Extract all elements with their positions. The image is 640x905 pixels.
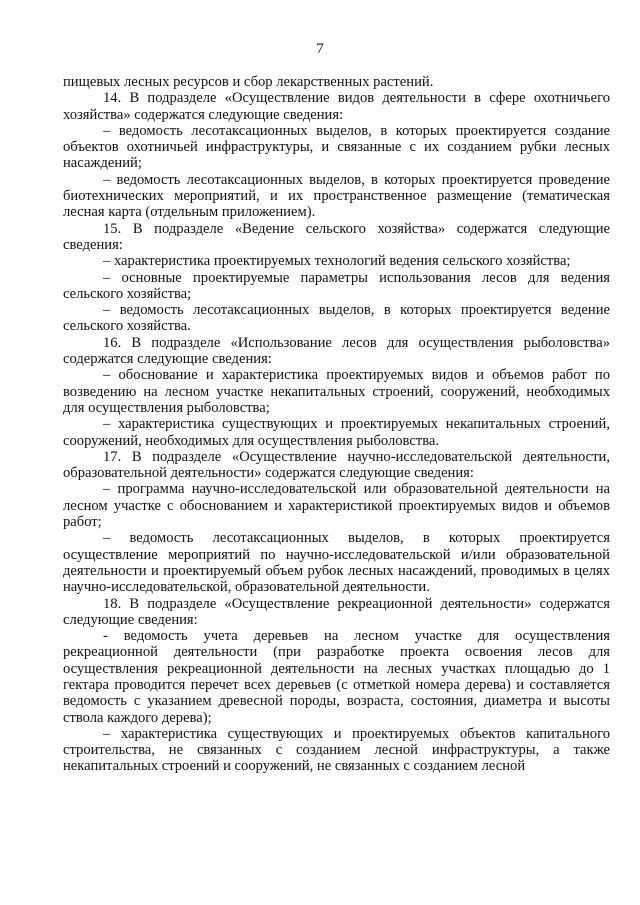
list-item: – характеристика проектируемых технологий ведения сельского хозяйства;	[103, 253, 571, 270]
document-body	[63, 74, 610, 775]
list-item: – ведомость лесотаксационных выделов, в которых проектируется осуществление мероприятий по научно-исследовательской и/или образовательной деятельности и проектируемый объем рубок лесных насаждений, проводимых в целях научно-исследовательской, образовательной деятельности.	[63, 530, 610, 596]
list-item: – обоснование и характеристика проектируемых видов и объемов работ по возведению на лесном участке некапитальных строений, сооружений, необходимых для осуществления рыболовства;	[63, 367, 610, 416]
section-heading-18: 18. В подразделе «Осуществление рекреационной деятельности» содержатся следующие сведения:	[63, 595, 610, 628]
list-item: – ведомость лесотаксационных выделов, в которых проектируется создание объектов охотничьей инфраструктуры, и связанные с их созданием рубки лесных насаждений;	[63, 122, 610, 172]
list-item: – характеристика существующих и проектируемых некапитальных строений, сооружений, необходимых для осуществления рыболовства.	[63, 416, 610, 449]
list-item: – ведомость лесотаксационных выделов, в которых проектируется ведение сельского хозяйства.	[63, 302, 610, 335]
section-heading-14: 14. В подразделе «Осуществление видов деятельности в сфере охотничьего хозяйства» содержатся следующие сведения:	[63, 90, 610, 123]
list-item: - ведомость учета деревьев на лесном участке для осуществления рекреационной деятельности (при разработке проекта освоения лесов для осуществления рекреационной деятельности на лесных участках площадью до 1 гектара проводится перечет всех деревьев (с отметкой номера дерева) и составляется ведомость с указанием древесной породы, возраста, состояния, диаметра и высоты ствола каждого дерева);	[63, 628, 610, 726]
paragraph: пищевых лесных ресурсов и сбор лекарственных растений.	[63, 74, 434, 90]
list-item: – основные проектируемые параметры использования лесов для ведения сельского хозяйства;	[63, 269, 610, 302]
section-heading-17: 17. В подразделе «Осуществление научно-исследовательской деятельности, образовательной деятельности» содержатся следующие сведения:	[63, 448, 610, 482]
list-item: – программа научно-исследовательской или образовательной деятельности на лесном участке с обоснованием и характеристикой проектируемых видов и объемов работ;	[63, 481, 610, 531]
page-number: 7	[316, 41, 324, 57]
list-item: – ведомость лесотаксационных выделов, в которых проектируется проведение биотехнических мероприятий, и их пространственное размещение (тематическая лесная карта (отдельным приложением).	[63, 171, 610, 221]
section-heading-15: 15. В подразделе «Ведение сельского хозяйства» содержатся следующие сведения:	[63, 220, 610, 253]
section-heading-16: 16. В подразделе «Использование лесов для осуществления рыболовства» содержатся следующие сведения:	[63, 334, 610, 368]
list-item: – характеристика существующих и проектируемых объектов капитального строительства, не связанных с созданием лесной инфраструктуры, а также некапитальных строений и сооружений, не связанных с созданием лесной	[63, 725, 610, 775]
